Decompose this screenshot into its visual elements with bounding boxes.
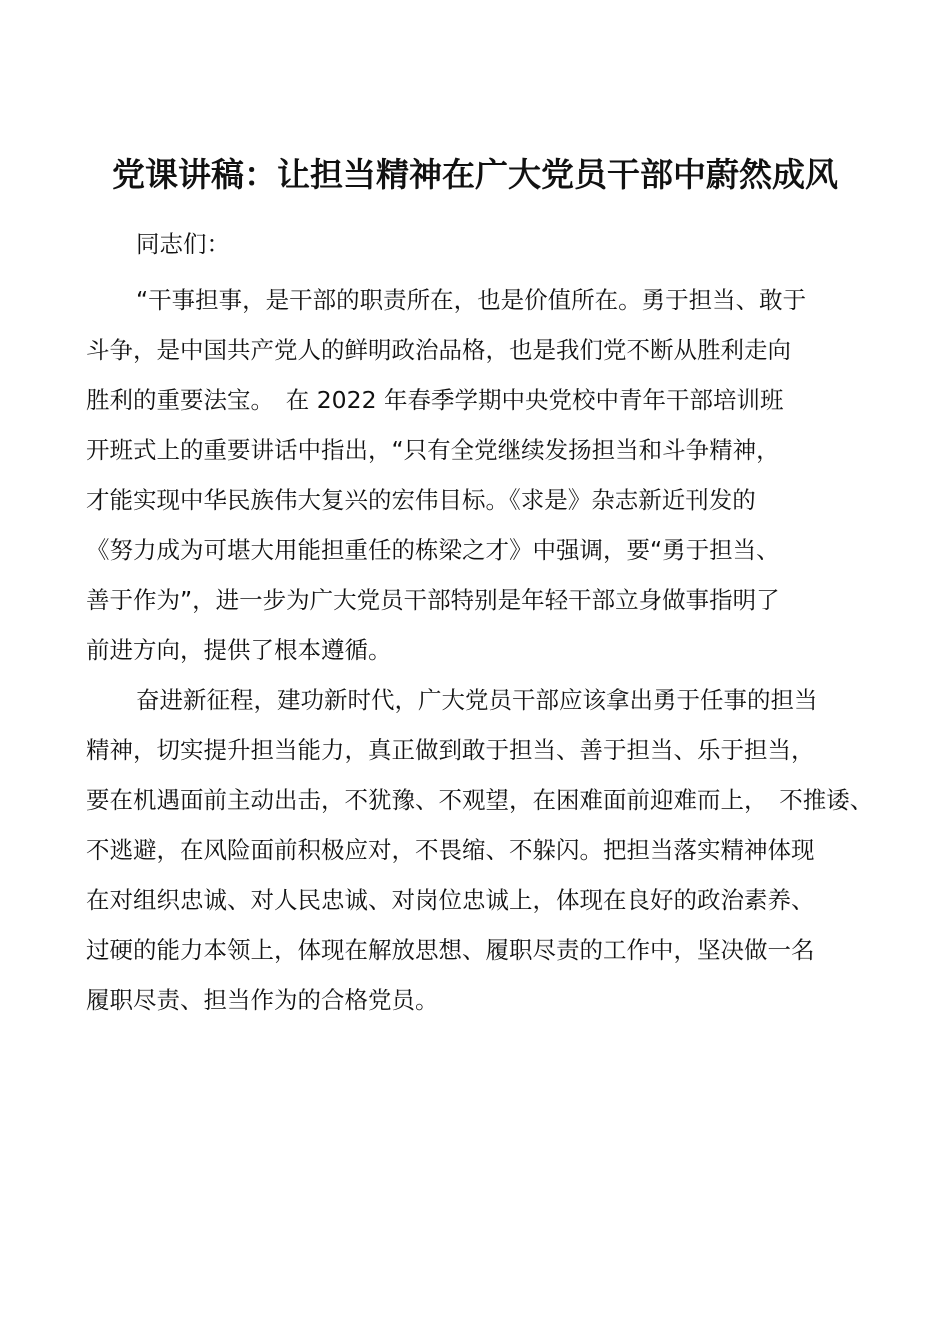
paragraph-1-line-5: 才能实现中华民族伟大复兴的宏伟目标。《求是》杂志新近刊发的 (86, 486, 756, 514)
paragraph-1-line-7: 善于作为”，进一步为广大党员干部特别是年轻干部立身做事指明了 (86, 586, 780, 614)
paragraph-1-line-6: 《努力成为可堪大用能担重任的栋梁之才》中强调，要“勇于担当、 (86, 536, 780, 564)
paragraph-2-line-5: 在对组织忠诚、对人民忠诚、对岗位忠诚上，体现在良好的政治素养、 (86, 886, 815, 914)
paragraph-1-line-4: 开班式上的重要讲话中指出，“只有全党继续发扬担当和斗争精神， (86, 436, 780, 464)
paragraph-1-line-1: “干事担事，是干部的职责所在，也是价值所在。勇于担当、敢于 (136, 286, 807, 314)
paragraph-1-line-8: 前进方向，提供了根本遵循。 (86, 636, 392, 664)
salutation: 同志们： (136, 230, 230, 258)
document-title: 党课讲稿：让担当精神在广大党员干部中蔚然成风 (112, 155, 838, 194)
paragraph-2-line-6: 过硬的能力本领上，体现在解放思想、履职尽责的工作中，坚决做一名 (86, 936, 815, 964)
paragraph-2-line-2: 精神，切实提升担当能力，真正做到敢于担当、善于担当、乐于担当， (86, 736, 815, 764)
paragraph-1-line-2: 斗争，是中国共产党人的鲜明政治品格，也是我们党不断从胜利走向 (86, 336, 791, 364)
paragraph-2-line-7: 履职尽责、担当作为的合格党员。 (86, 986, 439, 1014)
paragraph-2-line-4: 不逃避，在风险面前积极应对，不畏缩、不躲闪。把担当落实精神体现 (86, 836, 815, 864)
paragraph-2-line-1: 奋进新征程，建功新时代，广大党员干部应该拿出勇于任事的担当 (136, 686, 818, 714)
paragraph-2-line-3: 要在机遇面前主动出击，不犹豫、不观望，在困难面前迎难而上， 不推诿、 (86, 786, 874, 814)
paragraph-1-line-3: 胜利的重要法宝。 在 2022 年春季学期中央党校中青年干部培训班 (86, 386, 784, 414)
